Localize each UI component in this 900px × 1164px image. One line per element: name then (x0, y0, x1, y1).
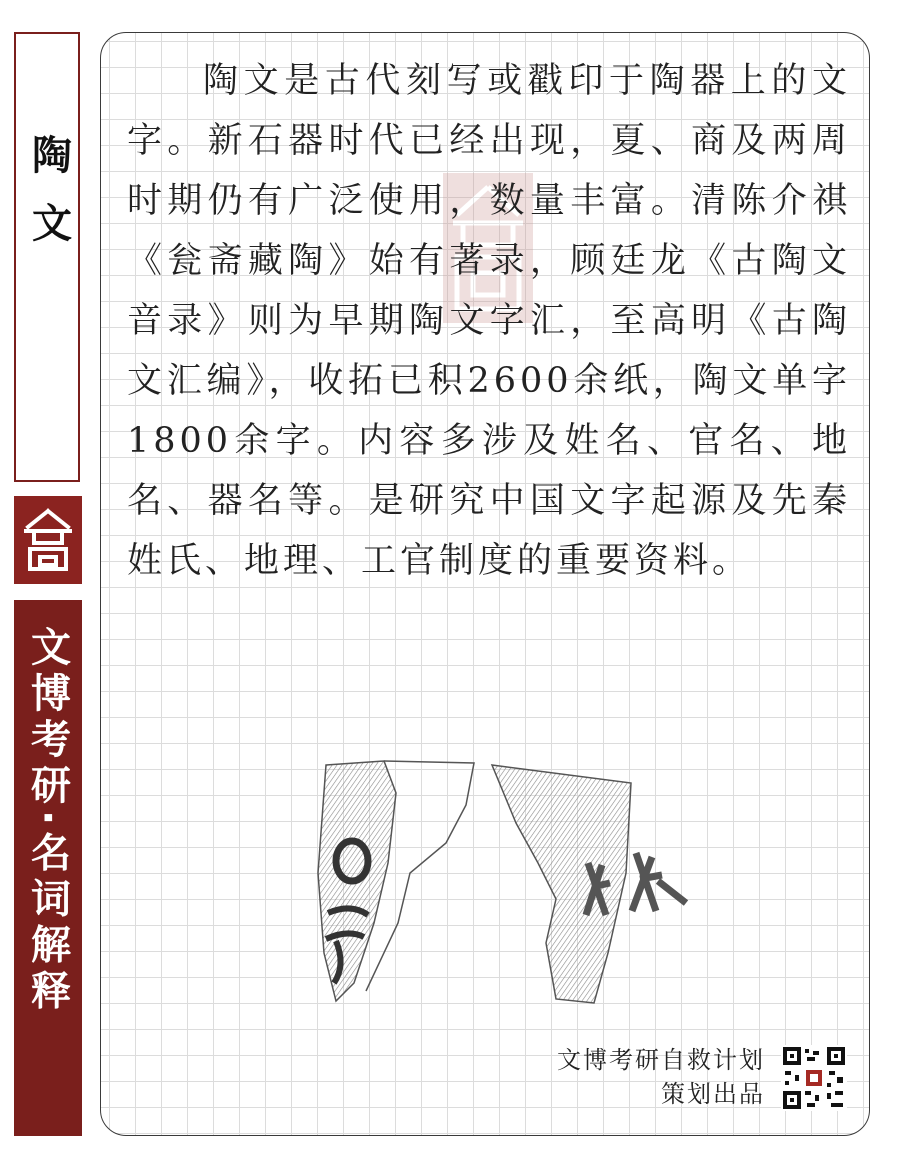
seal-icon (14, 496, 82, 584)
credits-line-1: 文博考研自救计划 (557, 1046, 765, 1074)
content-card (100, 32, 870, 1136)
series-banner (14, 600, 82, 1136)
pottery-shard-illustration (306, 753, 726, 1013)
title-box (14, 32, 80, 482)
qr-code-icon[interactable] (781, 1045, 847, 1111)
credits (557, 1043, 765, 1111)
series-title: 文博考研·名词解释 (24, 626, 71, 1016)
definition-text: 陶文是古代刻写或戳印于陶器上的文字。新石器时代已经出现，夏、商及两周时期仍有广泛使用，数量丰富。清陈介祺《瓮斋藏陶》始有著录，顾廷龙《古陶文音录》则为早期陶文字汇，至高明《古陶文汇编》，收拓已积2600余纸，陶文单字1800余字。内容多涉及姓名、官名、地名、器名等。是研究中国文字起源及先秦姓氏、地理、工官制度的重要资料。 (127, 61, 851, 581)
credits-line-2: 策划出品 (661, 1080, 765, 1108)
term-title: 陶文 (25, 134, 72, 270)
